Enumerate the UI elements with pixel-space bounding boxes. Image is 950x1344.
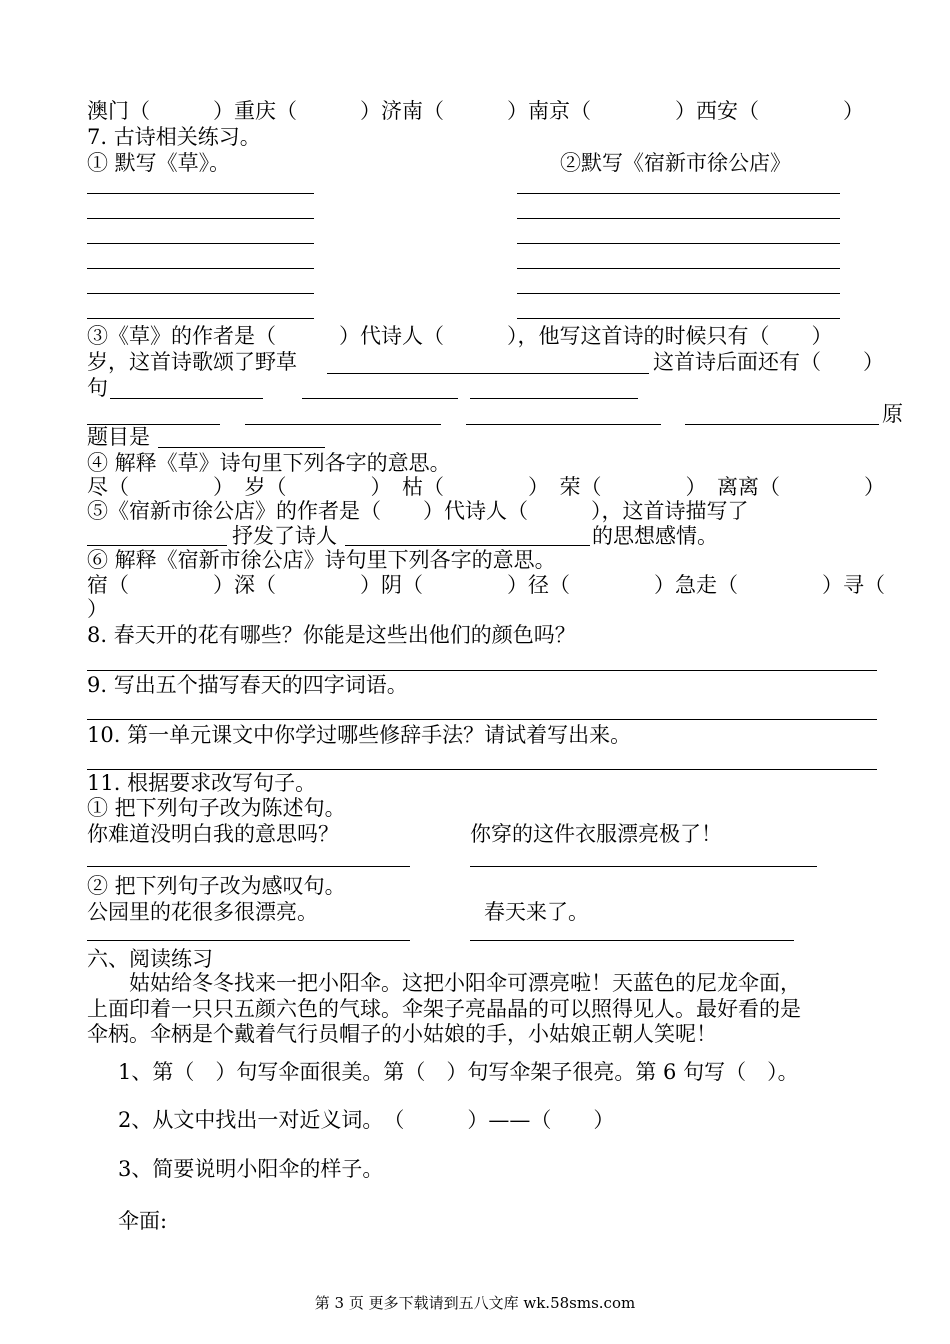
answer-line[interactable]: [517, 268, 840, 269]
answer-line[interactable]: [87, 719, 877, 720]
answer-line[interactable]: [87, 243, 314, 244]
answer-line[interactable]: [470, 940, 794, 941]
question-7-3-title: 题目是: [87, 425, 150, 449]
question-7-3-line2: 岁，这首诗歌颂了野草: [87, 350, 297, 374]
question-7-3-line2-end: 这首诗后面还有（ ）: [653, 350, 884, 374]
question-8: 8. 春天开的花有哪些？你能是这些出他们的颜色吗？: [87, 623, 576, 647]
question-7-2: ②默写《宿新市徐公店》: [560, 151, 791, 175]
answer-line[interactable]: [517, 193, 840, 194]
answer-line[interactable]: [470, 398, 638, 399]
answer-line[interactable]: [87, 545, 227, 546]
answer-line[interactable]: [87, 940, 410, 941]
reading-question-1: 1、第（ ）句写伞面很美。第（ ）句写伞架子很亮。第 6 句写（ ）。: [118, 1060, 799, 1084]
question-11-1: ① 把下列句子改为陈述句。: [87, 796, 346, 820]
answer-line[interactable]: [87, 293, 314, 294]
question-11: 11. 根据要求改写句子。: [87, 771, 317, 795]
answer-line[interactable]: [87, 268, 314, 269]
answer-line[interactable]: [302, 398, 458, 399]
answer-line[interactable]: [517, 243, 840, 244]
question-7-6: ⑥ 解释《宿新市徐公店》诗句里下列各字的意思。: [87, 548, 556, 572]
question-11-1-sentence-a: 你难道没明白我的意思吗？: [87, 822, 339, 846]
answer-line[interactable]: [87, 318, 314, 319]
section-6-heading: 六、阅读练习: [87, 947, 213, 971]
question-7-3-line4-end: 原: [882, 402, 903, 426]
reading-question-3-umbrella-face: 伞面:: [118, 1209, 168, 1233]
question-7-4: ④ 解释《草》诗句里下列各字的意思。: [87, 451, 451, 475]
answer-line[interactable]: [87, 193, 314, 194]
question-7-heading: 7. 古诗相关练习。: [87, 125, 261, 149]
reading-question-2: 2、从文中找出一对近义词。 （ ）——（ ）: [118, 1108, 615, 1132]
answer-line[interactable]: [87, 670, 877, 671]
question-7-3-line3: 句: [87, 376, 108, 400]
reading-question-3: 3、简要说明小阳伞的样子。: [118, 1157, 384, 1181]
answer-line[interactable]: [327, 373, 649, 374]
page-footer: 第 3 页 更多下载请到五八文库 wk.58sms.com: [314, 1294, 636, 1312]
question-7-6-end: ）: [87, 597, 108, 621]
reading-passage-line: 上面印着一只只五颜六色的气球。伞架子亮晶晶的可以照得见人。最好看的是: [87, 997, 801, 1021]
question-7-5-line2-end: 的思想感情。: [592, 524, 718, 548]
question-11-2-sentence-b: 春天来了。: [484, 900, 589, 924]
question-11-2-sentence-a: 公园里的花很多很漂亮。: [87, 900, 318, 924]
reading-passage-line: 姑姑给冬冬找来一把小阳伞。这把小阳伞可漂亮啦！天蓝色的尼龙伞面，: [87, 971, 801, 995]
answer-line[interactable]: [345, 545, 590, 546]
answer-line[interactable]: [517, 318, 840, 319]
question-9: 9. 写出五个描写春天的四字词语。: [87, 673, 408, 697]
answer-line[interactable]: [685, 424, 879, 425]
answer-line[interactable]: [87, 218, 314, 219]
answer-line[interactable]: [87, 866, 410, 867]
answer-line[interactable]: [245, 424, 441, 425]
question-10: 10. 第一单元课文中你学过哪些修辞手法？请试着写出来。: [87, 723, 632, 747]
answer-line[interactable]: [466, 424, 661, 425]
question-11-1-sentence-b: 你穿的这件衣服漂亮极了！: [470, 822, 722, 846]
reading-passage-line: 伞柄。伞柄是个戴着气行员帽子的小姑娘的手，小姑娘正朝人笑呢！: [87, 1022, 717, 1046]
question-7-5-line2: 抒发了诗人: [232, 524, 337, 548]
city-blanks-line: 澳门（ ）重庆（ ）济南（ ）南京（ ）西安（ ）: [87, 99, 864, 123]
question-7-6-blanks: 宿（ ）深（ ）阴（ ）径（ ）急走（ ）寻（: [87, 573, 885, 597]
answer-line[interactable]: [517, 218, 840, 219]
answer-line[interactable]: [110, 398, 263, 399]
answer-line[interactable]: [158, 447, 325, 448]
question-7-5: ⑤《宿新市徐公店》的作者是（ ）代诗人（ ），这首诗描写了: [87, 499, 749, 523]
question-7-4-blanks: 尽（ ） 岁（ ） 枯（ ） 荣（ ） 离离（ ）: [87, 475, 885, 499]
answer-line[interactable]: [470, 866, 817, 867]
answer-line[interactable]: [517, 293, 840, 294]
question-11-2: ② 把下列句子改为感叹句。: [87, 874, 346, 898]
question-7-3: ③《草》的作者是（ ）代诗人（ ），他写这首诗的时候只有（ ）: [87, 324, 833, 348]
question-7-1: ① 默写《草》。: [87, 151, 231, 175]
